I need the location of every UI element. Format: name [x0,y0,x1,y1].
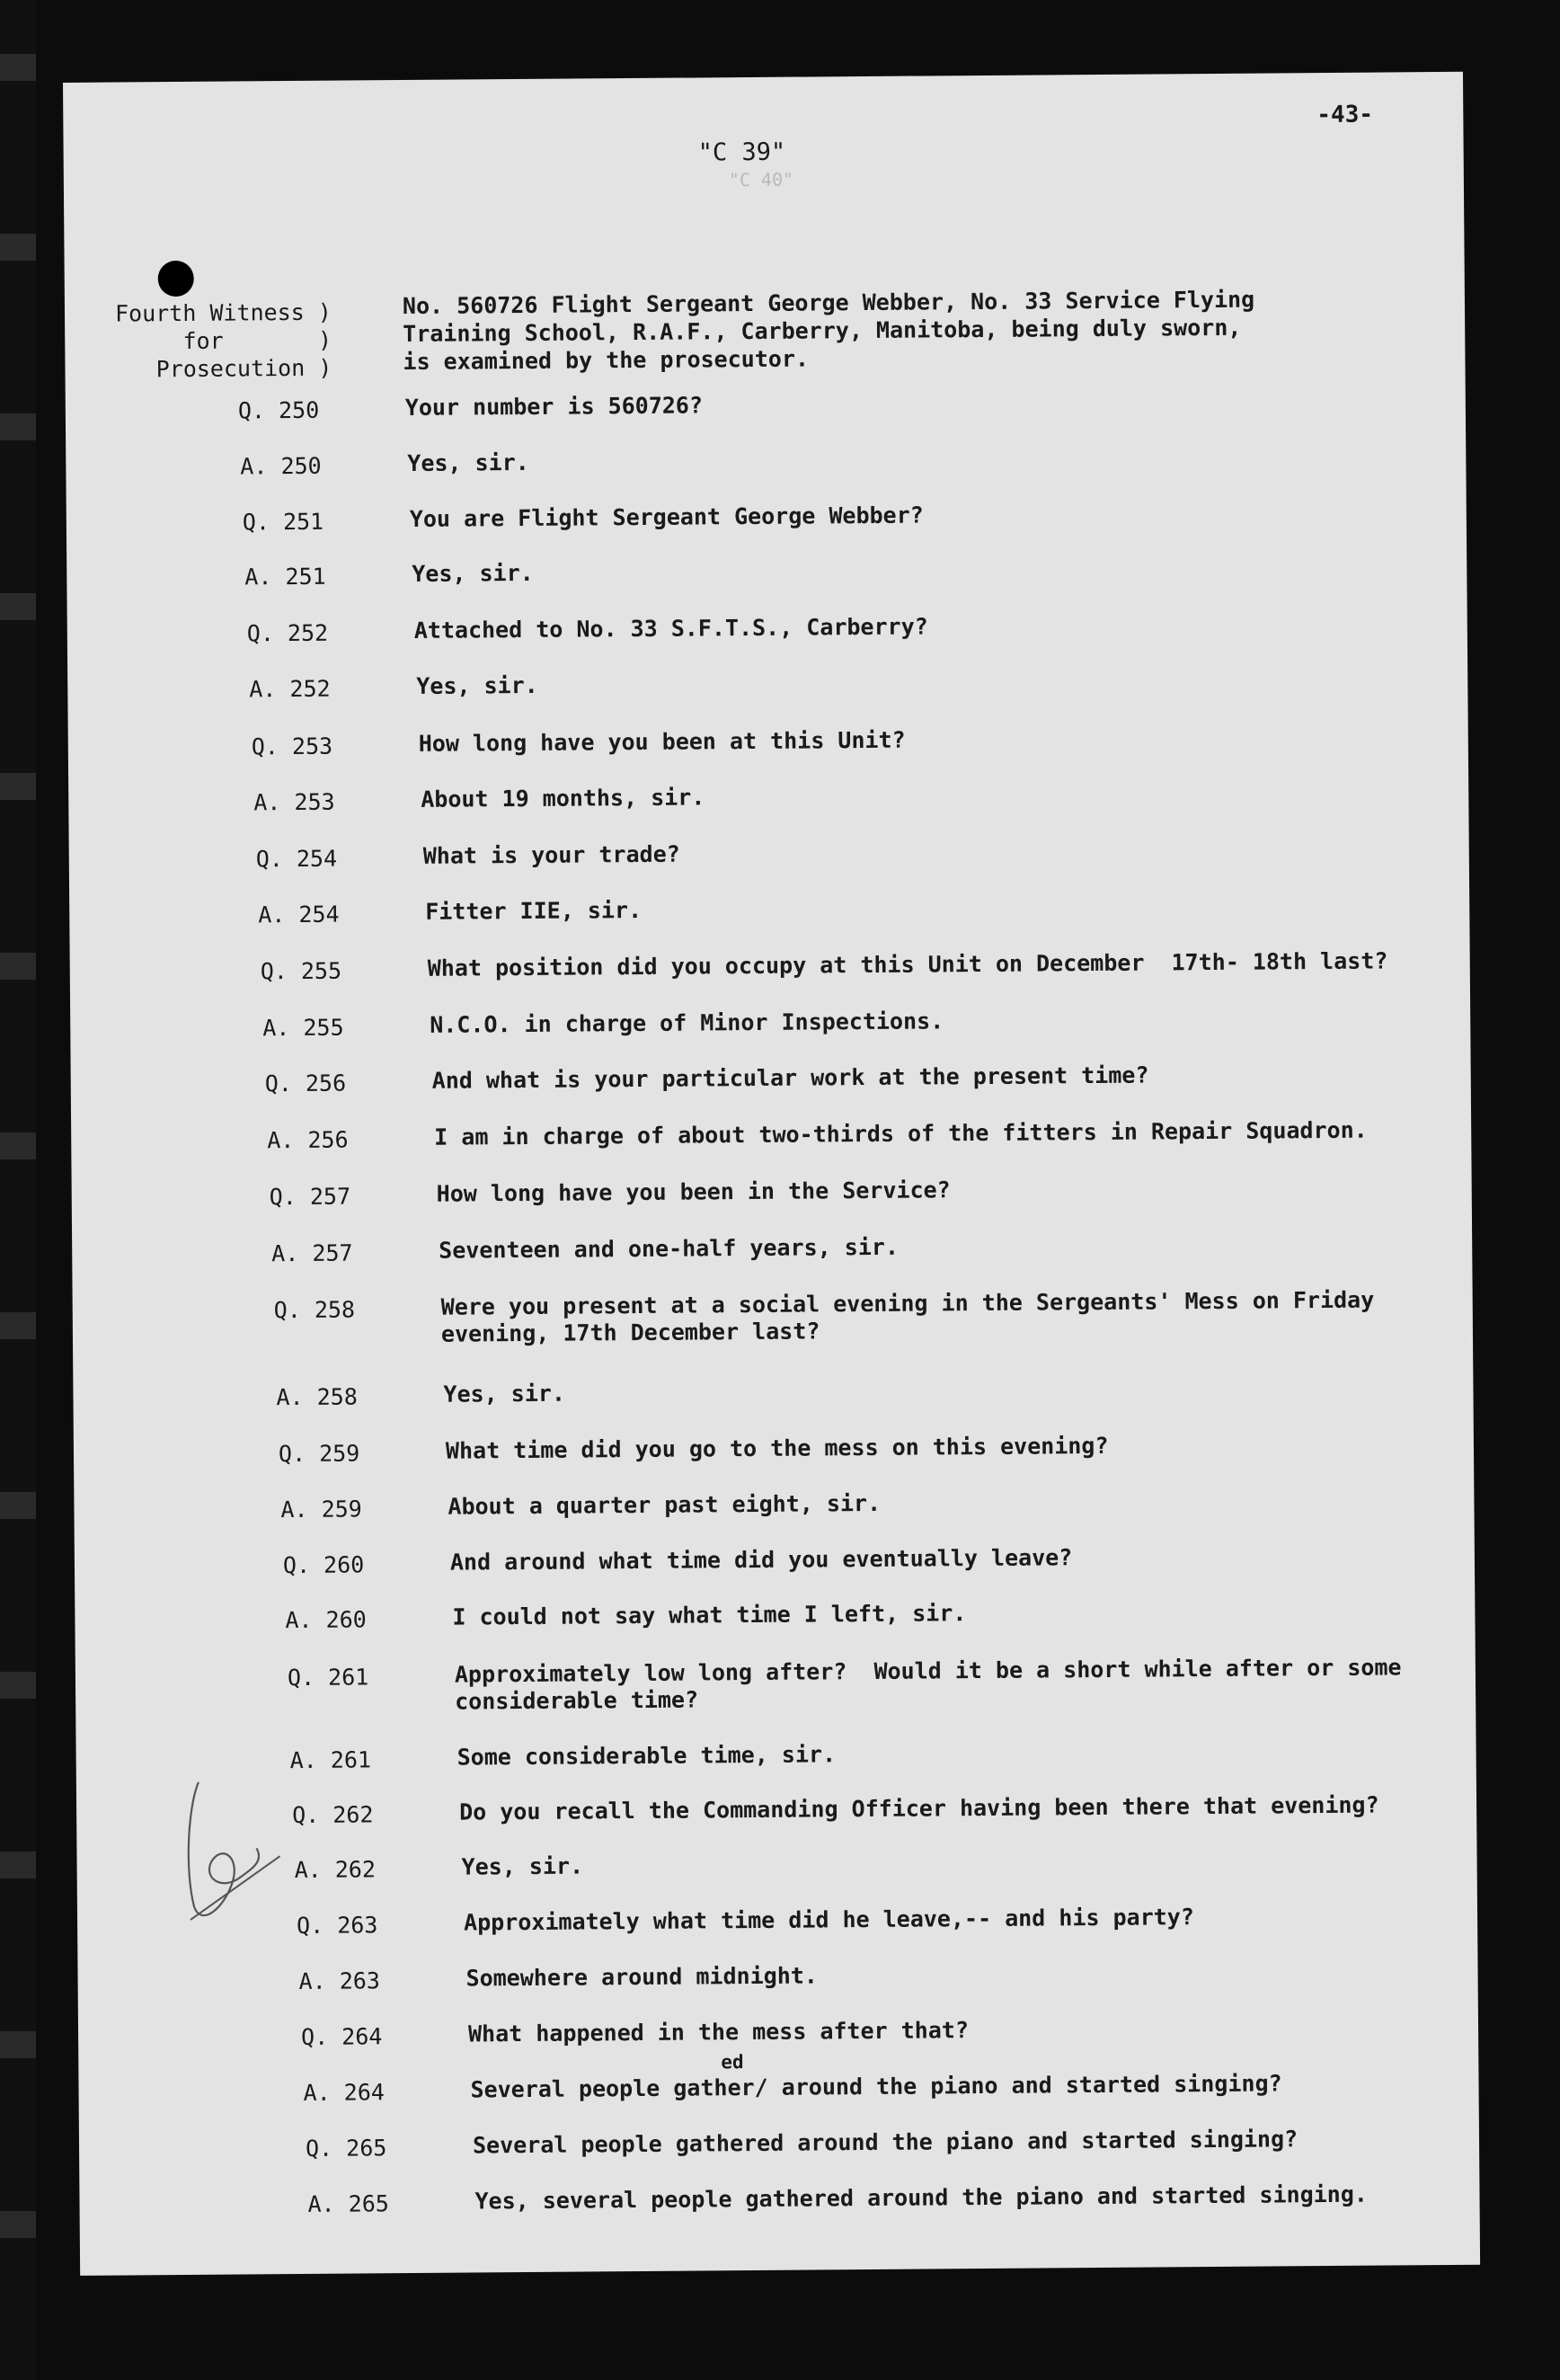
qa-label: Q. 251 [242,508,324,536]
qa-label: Q. 254 [255,845,338,873]
qa-text: Seventeen and one-half years, sir. [439,1233,900,1264]
qa-label: A. 251 [244,563,326,591]
qa-label: A. 260 [285,1606,367,1634]
qa-text: And around what time did you eventually leave? [449,1544,1073,1576]
qa-text: Some considerable time, sir. [456,1741,837,1771]
qa-text: Several people gather/ around the piano and started singing? [470,2070,1282,2103]
qa-text: Yes, sir. [416,671,538,699]
qa-label: Q. 262 [292,1801,374,1829]
document-label: "C 39" [697,138,786,167]
qa-label: Q. 260 [282,1551,365,1579]
qa-text: About a quarter past eight, sir. [448,1489,882,1520]
qa-label: A. 264 [303,2079,385,2106]
qa-text: Attached to No. 33 S.F.T.S., Carberry? [413,613,928,644]
qa-label: A. 262 [294,1856,377,1884]
qa-label: Q. 257 [269,1183,351,1211]
qa-label: A. 259 [280,1496,362,1523]
handwritten-initials-mark [181,1771,299,1951]
page-number: -43- [1316,101,1374,129]
qa-label: A. 257 [271,1239,353,1267]
qa-label: A. 252 [249,675,331,703]
qa-text: Fitter IIE, sir. [425,896,643,925]
qa-label: A. 258 [276,1383,358,1411]
qa-label: Q. 264 [300,2023,383,2050]
qa-text: I could not say what time I left, sir. [452,1600,967,1630]
punch-hole [158,261,194,297]
qa-label: A. 261 [289,1746,372,1774]
qa-text: What happened in the mess after that? [467,2017,970,2047]
qa-text: Yes, several people gathered around the piano and started singing. [474,2180,1368,2215]
qa-text: You are Flight Sergeant George Webber? [409,502,924,532]
qa-text: Yes, sir. [407,448,529,477]
qa-text: Yes, sir. [443,1380,566,1408]
qa-text: Yes, sir. [461,1852,584,1880]
qa-label: A. 265 [307,2190,389,2217]
qa-text: Somewhere around midnight. [465,1962,819,1992]
handwritten-insertion: ed [721,2051,744,2074]
qa-label: A. 255 [262,1014,344,1042]
qa-label: Q. 250 [237,396,320,424]
qa-label: A. 250 [240,452,322,480]
document-page [63,72,1480,2276]
qa-label: Q. 253 [251,733,333,760]
qa-text: Approximately low long after? Would it be a short while after or some considerable time? [454,1654,1402,1715]
qa-label: A. 263 [298,1967,381,1995]
qa-label: A. 254 [258,901,340,928]
witness-heading: Fourth Witness ) for ) Prosecution ) [114,298,332,383]
qa-text: Yes, sir. [412,559,534,587]
document-label-faint: "C 40" [728,168,794,191]
qa-text: Were you present at a social evening in the Sergeants' Mess on Friday evening, 17th December last? [440,1286,1375,1347]
witness-intro: No. 560726 Flight Sergeant George Webber, No. 33 Service Flying Training School, R.A.F., Carberry, Manitoba, being duly sworn, is examined by the prosecutor. [402,286,1255,376]
qa-text: Your number is 560726? [404,392,704,422]
qa-text: Several people gathered around the piano and started singing? [472,2126,1299,2159]
qa-label: Q. 265 [305,2135,387,2162]
qa-label: Q. 259 [278,1440,360,1468]
qa-text: I am in charge of about two-thirds of the fitters in Repair Squadron. [434,1116,1368,1150]
qa-text: How long have you been in the Service? [436,1177,951,1207]
qa-label: Q. 255 [260,957,342,985]
film-edge [0,0,36,2380]
qa-label: Q. 263 [296,1912,378,1940]
qa-text: Do you recall the Commanding Officer having been there that evening? [459,1791,1379,1825]
qa-text: What is your trade? [422,840,680,869]
qa-label: Q. 256 [264,1070,347,1097]
qa-label: A. 253 [253,788,335,816]
qa-text: How long have you been at this Unit? [418,726,906,757]
qa-label: Q. 261 [287,1664,369,1692]
qa-label: A. 256 [267,1126,349,1154]
qa-label: Q. 258 [273,1296,356,1324]
qa-text: What position did you occupy at this Unit on December 17th- 18th last? [427,947,1388,981]
qa-text: And what is your particular work at the present time? [431,1061,1149,1094]
qa-label: Q. 252 [246,619,329,647]
qa-text: What time did you go to the mess on this evening? [445,1432,1109,1464]
qa-text: N.C.O. in charge of Minor Inspections. [430,1008,944,1038]
qa-text: Approximately what time did he leave,-- and his party? [463,1904,1194,1936]
qa-text: About 19 months, sir. [421,784,705,813]
